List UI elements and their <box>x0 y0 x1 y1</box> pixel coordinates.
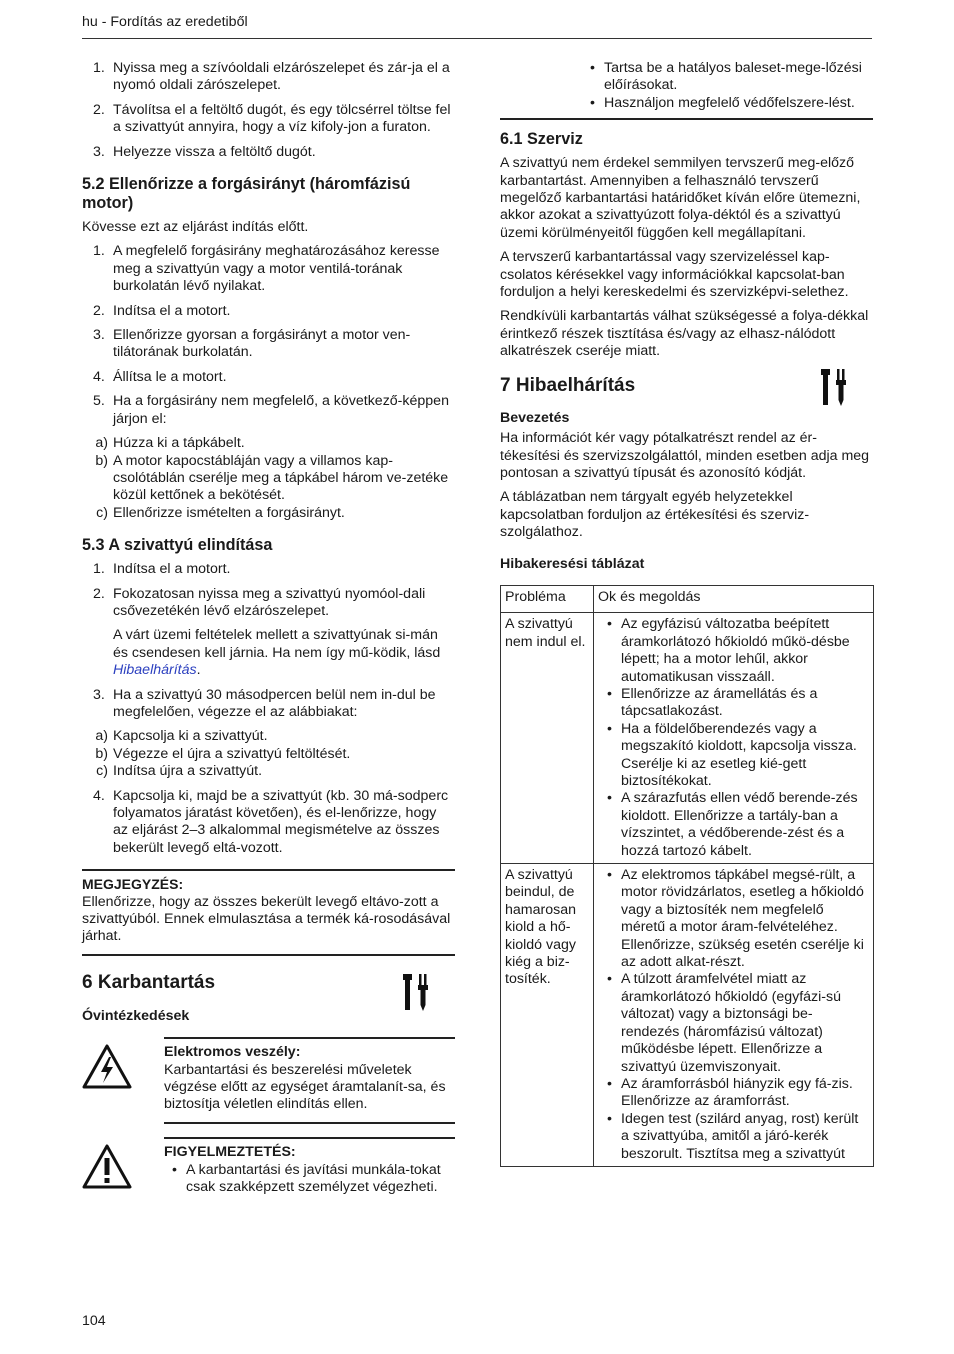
cause-cell <box>594 864 874 1167</box>
list-item: • Tartsa be a hatályos baleset-mege-lőzési előírásokat. <box>582 60 873 95</box>
table-row <box>501 864 874 1167</box>
cause-cell <box>594 613 874 864</box>
section-5-2-steps <box>82 243 455 428</box>
list-item: 1. Indítsa el a motort. <box>93 561 231 578</box>
list-item: a) Kapcsolja ki a szivattyút. <box>95 728 268 745</box>
intro-paragraph-2: A táblázatban nem tárgyalt egyéb helyzetekkel kapcsolatban forduljon az értékesítési és szerviz-szolgálathoz. <box>500 489 810 541</box>
list-item: 1. A megfelelő forgásirány meghatározásához keresse meg a szivattyún vagy a motor ventilá-torának burkolatán lévő nyilakat. <box>93 243 440 295</box>
list-item: b) A motor kapocstábláján vagy a villamos kap-csolótáblán cserélje meg a tápkábel három ve-zetéke közül kettőnek a bekötését. <box>95 452 449 504</box>
table-header-row <box>501 585 874 612</box>
warning-list-continued <box>582 60 873 112</box>
header-cause-solution: Ok és megoldás <box>594 585 874 612</box>
table-row <box>501 613 874 864</box>
note-title: MEGJEGYZÉS: <box>82 876 184 893</box>
warning-list <box>164 1162 455 1197</box>
warning-continued <box>500 60 873 120</box>
note-box <box>82 869 455 956</box>
warning-box <box>82 1137 455 1227</box>
list-item: 3. Ha a szivattyú 30 másodpercen belül nem in-dul be megfelelően, végezze el az alábbiakat: <box>93 686 436 720</box>
list-item: • Használjon megfelelő védőfelszere-lést. <box>582 95 873 112</box>
section-6-title: 6 Karbantartás <box>82 971 216 993</box>
right-column <box>500 60 873 1167</box>
electric-hazard-title: Elektromos veszély: <box>164 1044 301 1061</box>
tools-icon <box>820 367 848 407</box>
precautions-heading: Óvintézkedések <box>82 1007 190 1024</box>
list-item: c) Indítsa újra a szivattyút. <box>96 763 263 780</box>
page-number: 104 <box>82 1313 106 1329</box>
section-7-header <box>500 375 873 397</box>
section-6-header <box>82 972 455 994</box>
electric-hazard-box <box>82 1037 455 1127</box>
left-column <box>82 60 455 1237</box>
list-item: 2. Távolítsa el a feltöltő dugót, és egy tölcsérrel töltse fel a szivattyút annyira, hogy a víz kifoly-jon a furaton. <box>93 101 451 136</box>
step-2-extra: A várt üzemi feltételek mellett a szivattyúnak si-mán és csendesen kell járnia. Ha nem így mű-ködik, lásd Hibaelhárítás. <box>113 627 441 679</box>
troubleshooting-link[interactable]: Hibaelhárítás <box>113 662 197 679</box>
service-paragraph-1: A szivattyú nem érdekel semmilyen tervszerű meg-előző karbantartást. Amennyiben a felhasználó tervszerű megelőző karbantartási határidőket kíván előre ütemezni, akkor azokat a szivattyúzott folya-déktól és a szivattyú üzemi körülményeitől függően kell megállapítani. <box>500 155 861 241</box>
header-text: hu - Fordítás az eredetiből <box>82 14 248 30</box>
cause-list <box>598 616 869 860</box>
problem-cell: A szivattyú nem indul el. <box>501 613 594 864</box>
list-item: 5. Ha a forgásirány nem megfelelő, a következő-képpen járjon el: <box>93 393 449 427</box>
header-problem: Probléma <box>501 585 594 612</box>
section-5-3-title: 5.3 A szivattyú elindítása <box>82 536 273 555</box>
note-text: Ellenőrizze, hogy az összes bekerült levegő eltávo-zott a szivattyúból. Ennek elmulasztása a termék ká-rosodásával járhat. <box>82 893 451 945</box>
section-5-2-substeps <box>82 435 455 522</box>
cause-list <box>598 867 869 1163</box>
warning-icon <box>82 1143 132 1189</box>
list-item: 1. Nyissa meg a szívóoldali elzárószelepet és zár-ja el a nyomó oldali zárószelepet. <box>93 60 450 94</box>
list-item: • A karbantartási és javítási munkála-tokat csak szakképzett személyzet végezheti. <box>164 1162 455 1197</box>
service-paragraph-2: A tervszerű karbantartással vagy szervizeléssel kap-csolatos kérésekkel vagy információkkal kapcsolat-ban forduljon a helyi kereskedelmi és szervizképvi-selethez. <box>500 249 849 301</box>
electric-hazard-icon <box>82 1043 132 1089</box>
list-item: 4. Állítsa le a motort. <box>93 368 227 385</box>
page-header <box>82 14 872 39</box>
list-item: • A szárazfutás ellen védő berende-zés kioldott. Ellenőrizze a tartály-ban a vízszintet, a védőberende-zést és a hozzá tartozó kábelt. <box>598 790 869 860</box>
introduction-heading: Bevezetés <box>500 409 570 426</box>
section-5-3-steps-2 <box>82 788 455 858</box>
section-5-3-steps-1 <box>82 561 455 721</box>
warning-title: FIGYELMEZTETÉS: <box>164 1144 296 1161</box>
troubleshooting-table-title: Hibakeresési táblázat <box>500 555 645 572</box>
list-item: • Idegen test (szilárd anyag, rost) került a szivattyúba, amitől a járó-kerék beszorult. Tisztítsa meg a szivattyút <box>598 1111 869 1163</box>
list-item: b) Végezze el újra a szivattyú feltöltését. <box>95 745 351 762</box>
steps-list-fill <box>82 60 455 161</box>
problem-cell: A szivattyú beindul, de hamarosan kiold a hő-kioldó vagy kiég a biz-tosíték. <box>501 864 594 1167</box>
service-paragraph-3: Rendkívüli karbantartás válhat szükségessé a folya-dékkal érintkező részek tisztítása és/vagy az elhasz-nálódott alkatrészek cseréje miatt. <box>500 308 869 360</box>
troubleshooting-table <box>500 585 874 1167</box>
list-item: 2. Fokozatosan nyissa meg a szivattyú nyomóol-dali csővezetékén lévő elzárószelepet. A várt üzemi feltételek mellett a szivattyúnak si-mán és csendesen kell járnia. Ha nem így mű-ködik, lásd Hibaelhárítás. <box>82 586 455 680</box>
list-item: • A túlzott áramfelvétel miatt az áramkorlátozó hőkioldó (egyfázi-sú változat) vagy a biztonsági be-rendezés (háromfázisú változat) működésbe lépett. Ellenőrizze a szivattyú üzemviszonyait. <box>598 971 869 1075</box>
section-6-1-title: 6.1 Szerviz <box>500 130 583 149</box>
electric-hazard-text: Karbantartási és beszerelési műveletek végzése előtt az egységet áramtalanít-sa, és biztosítja véletlen elindítás ellen. <box>164 1061 446 1113</box>
section-5-3-substeps <box>82 728 455 780</box>
list-item: • Az egyfázisú változatba beépített áramkorlátozó hőkioldó műkö-désbe lépett; ha a motor lehűl, akkor automatikusan visszaáll. <box>598 616 869 686</box>
list-item: • Ellenőrizze az áramellátás és a tápcsatlakozást. <box>598 686 869 721</box>
list-item: 3. Helyezze vissza a feltöltő dugót. <box>93 143 316 160</box>
section-5-2-title: 5.2 Ellenőrizze a forgásirányt (háromfázisú motor) <box>82 175 411 213</box>
list-item: • Ha a földelőberendezés vagy a megszakító kioldott, kapcsolja vissza. Cserélje ki az esetleg kié-gett biztosítékokat. <box>598 721 869 791</box>
list-item: • Az elektromos tápkábel megsé-rült, a motor rövidzárlatos, esetleg a hőkioldó vagy a biztosíték nem megfelelő méretű a motor áram-felvételéhez. Ellenőrizze, szükség esetén cserélje ki az adott alkat-részt. <box>598 867 869 971</box>
list-item: • Az áramforrásból hiányzik egy fá-zis. Ellenőrizze az áramforrást. <box>598 1076 869 1111</box>
section-5-2-intro: Kövesse ezt az eljárást indítás előtt. <box>82 219 309 236</box>
list-item: 4. Kapcsolja ki, majd be a szivattyút (kb. 30 má-sodperc folyamatos járatást követően), és el-lenőrizze, hogy az eljárást 2–3 alkalommal megismételve az összes bekerült levegő eltá-vozott. <box>93 787 449 856</box>
list-item: c) Ellenőrizze ismételten a forgásirányt. <box>96 504 345 521</box>
list-item: 2. Indítsa el a motort. <box>93 302 231 319</box>
tools-icon <box>402 972 430 1012</box>
intro-paragraph-1: Ha információt kér vagy pótalkatrészt rendel az ér-tékesítési és szervizszolgálattól, minden esetben adja meg pontosan a szivattyú típusát és azonosító kódját. <box>500 430 870 481</box>
section-7-title: 7 Hibaelhárítás <box>500 374 636 396</box>
list-item: a) Húzza ki a tápkábelt. <box>95 435 245 452</box>
list-item: 3. Ellenőrizze gyorsan a forgásirányt a motor ven-tilátorának burkolatán. <box>93 327 411 361</box>
